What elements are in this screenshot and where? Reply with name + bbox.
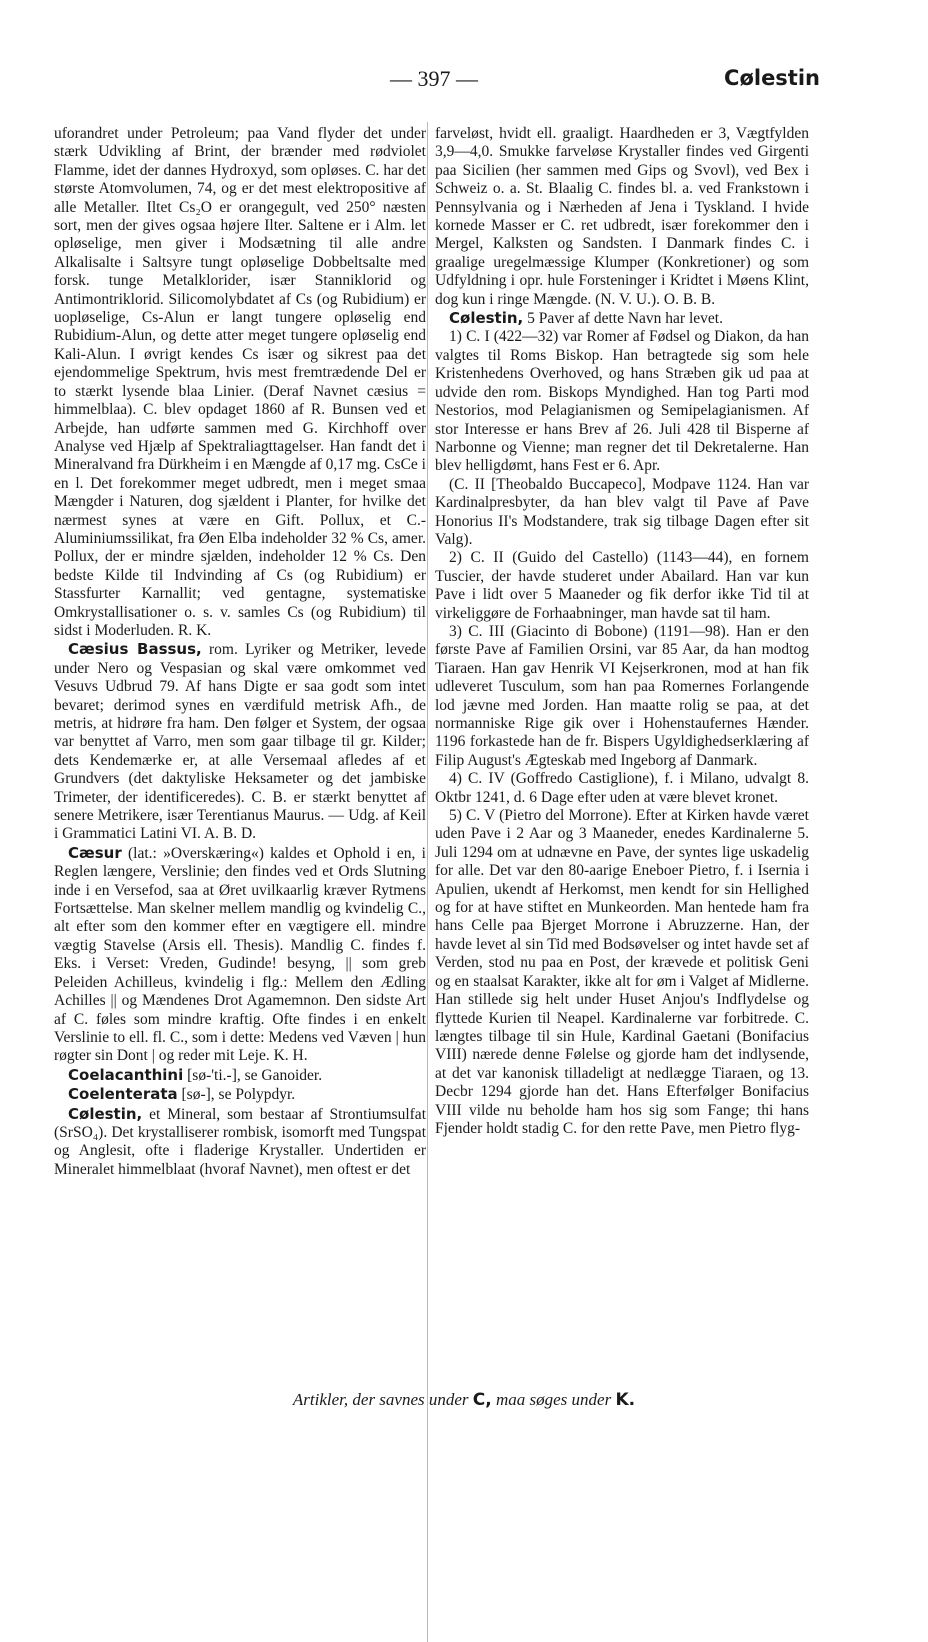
entry-text: rom. Lyriker og Metriker, levede under Nero og Vespasian og skal være omkommet ved Vesuvs Udbrud 79. Af hans Digte er saa godt som intet bevaret; derimod synes en værdifuld metrisk Afh., de metris, at hidrøre fra ham. Den følger et System, der ogsaa var benyttet af Varro, men som gaar tilbage til gr. Kilder; dets Kendemærke er, at alle Versemaal afledes af et Grundvers (det daktyliske Heksameter og det jambiske Trimeter, der identificeredes). C. B. er stærkt benyttet af senere Metrikere, især Terentianus Maurus. — Udg. af Keil i Grammatici Latini VI. A. B. D. [54,641,426,843]
entry-text: (lat.: »Overskæring«) kaldes et Ophold i en, i Reglen længere, Verslinie; den findes ved et Ords Slutning inde i en Versefod, saa at Øret uvilkaarlig kræver Rytmens Fortsættelse. Man skelner mellem mandlig og kvindelig C., alt efter som den kommer efter en vægtigere ell. mindre vægtig Stavelse (Arsis ell. Thesis). Mandlig C. findes f. Eks. i Verset: Vreden, Gudinde! besyng, || som greb Peleiden Achilleus, kvindelig i flg.: Mellem den Ædling Achilles || og Mændenes Drot Agamemnon. Den sidste Art af C. føles som mindre kraftig. Ofte findes i en enkelt Verslinie to ell. fl. C., som i dette: Medens ved Væven | hun røgter sin Dont | og reder mit Leje. K. H. [54,844,426,1065]
entry-headword: Coelacanthini [68,1065,184,1084]
entry-text: uforandret under Petroleum; paa Vand flyder det under stærk Udvikling af Brint, der brænder med rødviolet Flamme, idet der dannes Hydroxyd, som opløses. C. har det største Atomvolumen, 74, og er det mest elektropositive af alle Metaller. Iltet Cs₂O er orangegult, ved 250° næsten sort, men der gives ogsaa højere Ilter. Saltene er i Alm. let opløselige, men giver i Modsætning til alle andre Alkalisalte i Saltsyre tungt opløselige Dobbeltsalte med forsk. tunge Metalklorider, især Stanniklorid og Antimontriklorid. Silicomolybdatet af Cs (og Rubidium) er uopløselige, Cs-Alun er langt tungere opløselig end Rubidium-Alun, og dette atter meget tungere opløselig end Kali-Alun. I øvrigt kendes Cs især og sikrest paa det ejendommelige Spektrum, hvis mest fremtrædende Del er to stærkt lysende blaa Linier. (Deraf Navnet cæsius = himmelblaa). C. blev opdaget 1860 af R. Bunsen ved et Arbejde, han udførte sammen med G. Kirchhoff over Analyse ved Hjælp af Spektraliagttagelser. Han fandt det i Mineralvand fra Dürkheim i en Mængde af 0,17 mg. CsCe i en l. Det forekommer meget udbredt, men i meget smaa Mængder i Naturen, dog sjældent i Planter, for hvilke det nærmest synes at være en Gift. Pollux, et C.-Aluminiumssilikat, fra Øen Elba indeholder 32 % Cs, amer. Pollux, der er mindre sjælden, indeholder 12 % Cs. Den bedste Kilde til Indvinding af Cs (og Rubidium) er Stassfurter Karnallit; ved gentagne, systematiske Omkrystallisationer o. s. v. samles Cs (og Rubidium) til sidst i Moderluden. R. K. [54,125,426,639]
dictionary-entry [54,1085,426,1104]
dictionary-entry [54,1105,426,1180]
entry-paragraph [435,770,809,807]
entry-paragraph [435,623,809,770]
entry-text: 2) C. II (Guido del Castello) (1143—44), en fornem Tuscier, der havde studeret under Abailard. Han var kun Pave i lidt over 5 Maaneder og fik derfor ikke Tid til at virkeliggøre de Forhaabninger, man havde sat til ham. [435,549,809,622]
entry-text: 1) C. I (422—32) var Romer af Fødsel og Diakon, da han valgtes til Roms Biskop. Han betragtede sig som hele Kristenhedens Overhoved, og hans Stræben gik ud paa at udvide den rom. Biskops Myndighed. Han tog Parti mod Nestorios, mod Pelagianismen og Semipelagianismen. Af stor Interesse er hans Brev af 26. Juli 428 til Bisperne af Narbonne og Vienne; man regner det til Dekretalerne. Han blev helligdømt, hans Fest er 6. Apr. [435,328,809,475]
entry-headword: Cæsius Bassus, [68,640,202,659]
entry-paragraph [435,549,809,623]
footer-text-middle: maa søges under [491,1390,616,1409]
footer-letter-k: K. [615,1390,636,1410]
footer-text-before: Artikler, der savnes under [292,1390,473,1409]
entry-paragraph [435,476,809,550]
footer-letter-c: C, [472,1390,492,1410]
entry-text: et Mineral, som bestaar af Strontiumsulfat (SrSO₄). Det krystalliserer rombisk, isomorft med Tungspat og Anglesit, ofte i fladerige Krystaller. Undertiden er Mineralet himmelblaat (hvoraf Navnet), men oftest er det [54,1105,426,1178]
entry-headword: Cølestin, [449,309,524,328]
left-column [54,125,426,1179]
dictionary-entry [54,640,426,843]
page-header [60,66,820,96]
dictionary-entry [54,1066,426,1085]
entry-headword: Coelenterata [68,1085,178,1104]
entry-headword: Cæsur [68,843,122,862]
entry-text: 5 Paver af dette Navn har levet. [523,310,723,328]
column-divider [427,122,428,1642]
entry-text: (C. II [Theobaldo Buccapeco], Modpave 1124. Han var Kardinalpresbyter, da han blev valgt til Pave af Pave Honorius II's Modstandere, trak sig tilbage Dagen efter sit Valg). [435,475,809,548]
dictionary-entry [435,309,809,328]
entry-text: 3) C. III (Giacinto di Bobone) (1191—98). Han er den første Pave af Familien Orsini, var 85 Aar, da han modtog Tiaraen. Han gav Henrik VI Kejserkronen, mod at han fik udleveret Tusculum, som han paa Romernes Forlangende lod jævne med Jorden. Han maatte rolig se paa, at det normanniske Rige gik over i Hohenstaufernes Hænder. 1196 forkastede han de fr. Bispers Ugyldighedserklæring af Filip August's Ægteskab med Ingeborg af Danmark. [435,622,809,769]
entry-text: [sø-'ti.-], se Ganoider. [183,1066,323,1084]
entry-paragraph [435,807,809,1138]
continued-paragraph [435,125,809,309]
entry-text: 5) C. V (Pietro del Morrone). Efter at Kirken havde været uden Pave i 2 Aar og 3 Maaneder, enedes Kardinalerne 5. Juli 1294 om at udnævne en Pave, der syntes lige uskadelig for alle. Det var den 80-aarige Eneboer Pietro, f. i Isernia i Apulien, ukendt af Herkomst, men kendt for sin Hellighed og for at have stiftet en Munkeorden. Man hentede ham fra hans Celle paa Bjerget Morrone i Abruzzerne. Han, der havde levet al sin Tid med Bodsøvelser og intet havde set af Verden, stod nu paa en Post, der krævede et politisk Geni og en staalsat Karakter, ikke alt for øm i Valget af Midlerne. Han stillede sig helt under Huset Anjou's Indflydelse og flyttede Kurien til Neapel. Kardinalerne var forbitrede. C. længtes tilbage til sin Hule, Kardinal Gaetani (Bonifacius VIII) nærede denne Følelse og gjorde ham det indlysende, at det var kanonisk tilladeligt at nedlægge Tiaraen, og 13. Decbr 1294 gjorde han det. Hans Efterfølger Bonifacius VIII vilde nu beholde ham hos sig som Fange; thi hans Fjender holdt stadig C. for den rette Pave, men Pietro flyg- [435,807,809,1137]
entry-text: [sø-], se Polypdyr. [177,1086,296,1104]
entry-headword: Cølestin, [68,1104,143,1123]
running-head-word: Cølestin [724,66,820,90]
entry-text: farveløst, hvidt ell. graaligt. Haardheden er 3, Vægtfylden 3,9—4,0. Smukke farveløse Krystaller findes ved Girgenti paa Sicilien (her sammen med Gips og Svovl), ved Bex i Schweiz o. a. St. Blaalig C. findes bl. a. ved Frankstown i Pennsylvania og i Nærheden af Jena i Tyskland. I hvide kornede Masser er C. ret udbredt, især forekommer den i Mergel, Kalksten og Sandsten. I Danmark findes C. i graalige uregelmæssige Klumper (Konkretioner) og som Udfyldning i opr. hule Forsteninger i Kridtet i Møens Klint, dog kun i ringe Mængde. (N. V. U.). O. B. B. [435,125,809,308]
entry-paragraph [435,328,809,475]
entry-text: 4) C. IV (Goffredo Castiglione), f. i Milano, udvalgt 8. Oktbr 1241, d. 6 Dage efter uden at være blevet kronet. [435,770,809,806]
footer-note [0,1390,928,1410]
right-column [435,125,809,1138]
continued-paragraph [54,125,426,640]
page-number: — 397 — [390,66,478,91]
dictionary-entry [54,844,426,1066]
